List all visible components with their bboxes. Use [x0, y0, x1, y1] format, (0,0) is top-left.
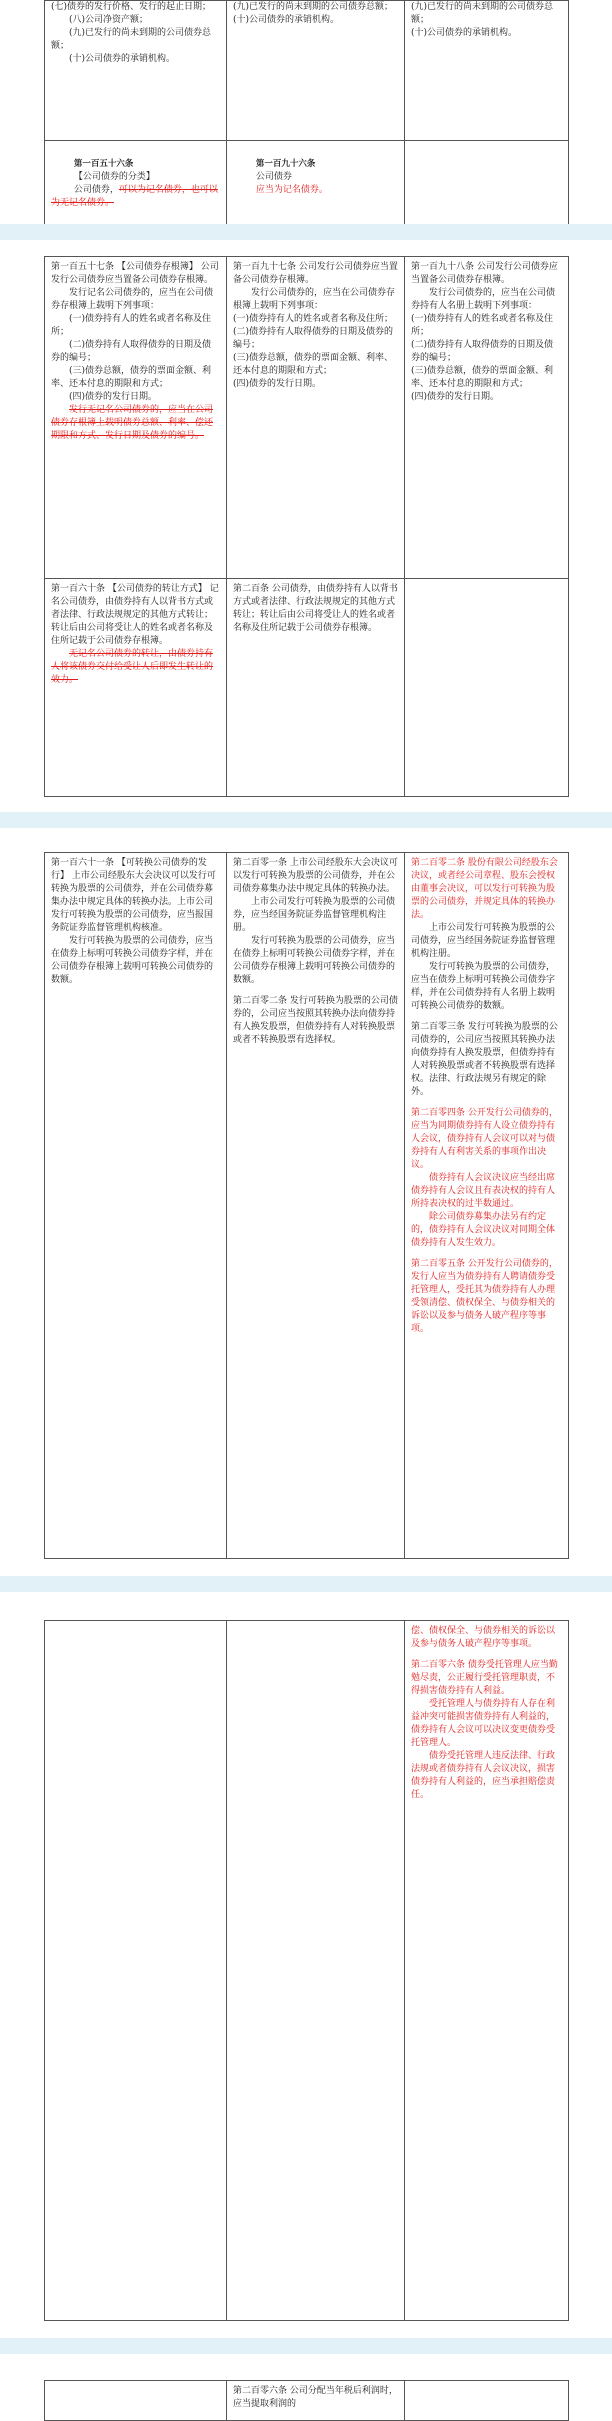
amended-text: 第二百零四条 公开发行公司债券的，应当为同期债券持有人设立债券持有人会议，债券持有人会议可以对与债券持有人有利害关系的事项作出决议。: [411, 1108, 558, 1170]
clause-text: (九)已发行的尚未到期的公司债券总额；: [233, 2, 394, 12]
clause-text: 第二百条 公司债券，由债券持有人以背书方式或者法律、行政法规规定的其他方式转让；转让后由公司将受让人的姓名或者名称及住所记载于公司债券存根簿。: [233, 584, 398, 633]
clause-text: (四)债券的发行日期。: [69, 392, 158, 402]
table-cell-old-law: [45, 1621, 227, 2321]
clause-text: 公司债券，: [73, 185, 119, 195]
clause-text: [51, 145, 220, 223]
article-title: 第一百五十六条: [73, 159, 134, 169]
table-cell-draft: [227, 579, 405, 797]
page-separator: [0, 2338, 612, 2354]
clause-text: (九)已发行的尚未到期的公司债券总额；: [51, 28, 212, 51]
clause-text: 第二百零六条 公司分配当年税后利润时，应当提取利润的: [233, 2386, 398, 2409]
comparison-table-page-4: [44, 1620, 569, 2321]
deleted-text: 无记名公司债券的转让，由债券持有人将该债券交付给受让人后即发生转让的效力。: [51, 649, 214, 685]
article-tag: 【公司债券的分类】: [73, 172, 155, 182]
table-cell-draft: [227, 1, 405, 141]
table-cell-new-law: [405, 1, 569, 141]
comparison-table-page-3: [44, 852, 569, 1559]
clause-text: 第二百零三条 发行可转换为股票的公司债券的，公司应当按照其转换办法向债券持有人换发股票，但债券持有人对转换股票或者不转换股票有选择权。法律、行政法规另有规定的除外。: [411, 1022, 558, 1097]
table-row: [45, 1, 569, 141]
table-row: [45, 257, 569, 579]
clause-text: (八)公司净资产额；: [69, 15, 149, 25]
table-cell-new-law: [405, 141, 569, 228]
amended-text: 受托管理人与债券持有人存在利益冲突可能损害债券持有人利益的，债券持有人会议可以决议变更债券受托管理人。: [411, 1699, 556, 1748]
clause-text: 第一百六十条 【公司债券的转让方式】 记名公司债券，由债券持有人以背书方式或者法律、行政法规规定的其他方式转让；转让后由公司将受让人的姓名或者名称及住所记载于公司债券存根簿。: [51, 584, 219, 646]
clause-text: (九)已发行的尚未到期的公司债券总额；: [411, 2, 554, 25]
table-cell-draft: [227, 2381, 405, 2421]
clause-text: 发行可转换为股票的公司债券，应当在债券上标明可转换公司债券字样，并在公司债券存根簿上载明可转换公司债券的数额。: [51, 936, 214, 985]
clause-text: 第一百五十七条 【公司债券存根簿】 公司发行公司债券应当置备公司债券存根簿。: [51, 262, 219, 285]
comparison-table-page-2: [44, 256, 569, 797]
deleted-text: 发行无记名公司债券的，应当在公司债券存根簿上载明债券总额、利率、偿还期限和方式、发行日期及债券的编号。: [51, 405, 214, 441]
table-row: [45, 141, 569, 228]
comparison-table-page-1: [44, 0, 569, 228]
table-cell-old-law: [45, 579, 227, 797]
clause-text: (一)债券持有人的姓名或者名称及住所；: [51, 314, 212, 337]
clause-text: 发行记名公司债券的，应当在公司债券存根簿上载明下列事项：: [51, 288, 214, 311]
clause-text: (一)债券持有人的姓名或者名称及住所；: [411, 314, 554, 337]
table-cell-old-law: [45, 141, 227, 228]
clause-text: (十)公司债券的承销机构。: [233, 15, 340, 25]
comparison-table-page-5: [44, 2380, 569, 2421]
table-cell-draft: [227, 853, 405, 1559]
page-separator: [0, 812, 612, 828]
clause-text: (十)公司债券的承销机构。: [69, 54, 176, 64]
amended-text: 偿、债权保全、与债券相关的诉讼以及参与债务人破产程序等事项。: [411, 1626, 556, 1649]
amended-text: 第二百零二条 股份有限公司经股东会决议，或者经公司章程、股东会授权由董事会决议，可以发行可转换为股票的公司债券，并规定具体的转换办法。: [411, 858, 558, 920]
table-cell-new-law: [405, 579, 569, 797]
amended-text: 除公司债券募集办法另有约定的，债券持有人会议决议对同期全体债券持有人发生效力。: [411, 1212, 556, 1248]
clause-text: [51, 648, 220, 687]
clause-text: [233, 145, 398, 210]
table-cell-old-law: [45, 257, 227, 579]
amended-text: 债券受托管理人违反法律、行政法规或者债券持有人会议决议，损害债券持有人利益的，应当承担赔偿责任。: [411, 1751, 556, 1800]
clause-text: (三)债券总额，债券的票面金额、利率、还本付息的期限和方式；: [411, 366, 554, 389]
table-cell-draft: [227, 141, 405, 228]
table-row: [45, 579, 569, 797]
clause-text: (二)债券持有人取得债券的日期及债券的编号；: [51, 340, 212, 363]
table-cell-draft: [227, 1621, 405, 2321]
amended-text: 应当为记名债券。: [255, 185, 328, 195]
table-cell-old-law: [45, 1, 227, 141]
amended-text: 第二百零六条 债券受托管理人应当勤勉尽责，公正履行受托管理职责，不得损害债券持有人利益。: [411, 1660, 558, 1696]
clause-text: 公司债券: [255, 172, 292, 182]
clause-text: 发行公司债券的，应当在公司债券持有人名册上载明下列事项：: [411, 288, 556, 311]
table-cell-draft: [227, 257, 405, 579]
deleted-text: 可以为记名债券，也可以为无记名债券。: [51, 185, 218, 208]
table-cell-new-law: [405, 257, 569, 579]
page-separator: [0, 1576, 612, 1592]
clause-text: (二)债券持有人取得债券的日期及债券的编号；: [233, 327, 394, 350]
clause-text: (四)债券的发行日期。: [411, 392, 500, 402]
amended-text: 债券持有人会议决议应当经出席债券持有人会议且有表决权的持有人所持表决权的过半数通过。: [411, 1173, 556, 1209]
table-row: [45, 853, 569, 1559]
clause-text: (七)债券的发行价格、发行的起止日期；: [51, 2, 212, 12]
article-title: 第一百九十六条: [255, 159, 316, 169]
clause-text: 上市公司发行可转换为股票的公司债券，应当经国务院证券监督管理机构注册。: [233, 897, 396, 933]
clause-text: 上市公司发行可转换为股票的公司债券，应当经国务院证券监督管理机构注册。: [411, 923, 556, 959]
table-cell-new-law: [405, 2381, 569, 2421]
page-separator: [0, 224, 612, 240]
table-row: [45, 1621, 569, 2321]
clause-text: (十)公司债券的承销机构。: [411, 28, 518, 38]
table-cell-new-law: [405, 853, 569, 1559]
clause-text: (四)债券的发行日期。: [233, 379, 322, 389]
clause-text: [51, 404, 220, 443]
clause-text: 发行公司债券的，应当在公司债券存根簿上载明下列事项：: [233, 288, 396, 311]
clause-text: (一)债券持有人的姓名或者名称及住所；: [233, 314, 394, 324]
table-cell-old-law: [45, 2381, 227, 2421]
clause-text: 第一百九十八条 公司发行公司债券应当置备公司债券存根簿。: [411, 262, 558, 285]
table-cell-new-law: [405, 1621, 569, 2321]
clause-text: (三)债券总额，债券的票面金额、利率、还本付息的期限和方式；: [51, 366, 212, 389]
clause-text: (三)债券总额，债券的票面金额、利率、还本付息的期限和方式；: [233, 353, 394, 376]
clause-text: 发行可转换为股票的公司债券，应当在债券上标明可转换公司债券字样，并在公司债券存根簿上载明可转换公司债券的数额。: [233, 936, 396, 985]
table-cell-old-law: [45, 853, 227, 1559]
amended-text: 第二百零五条 公开发行公司债券的，发行人应当为债券持有人聘请债券受托管理人，受托其为债券持有人办理受领清偿、债权保全、与债券相关的诉讼以及参与债务人破产程序等事项。: [411, 1259, 558, 1334]
clause-text: (二)债券持有人取得债券的日期及债券的编号；: [411, 340, 554, 363]
clause-text: 第二百零二条 发行可转换为股票的公司债券的，公司应当按照其转换办法向债券持有人换发股票，但债券持有人对转换股票或者不转换股票有选择权。: [233, 996, 398, 1045]
table-row: [45, 2381, 569, 2421]
clause-text: 第二百零一条 上市公司经股东大会决议可以发行可转换为股票的公司债券，并在公司债券募集办法中规定具体的转换办法。: [233, 858, 398, 894]
clause-text: 发行可转换为股票的公司债券，应当在债券上标明可转换公司债券字样，并在公司债券持有人名册上载明可转换公司债券的数额。: [411, 962, 556, 1011]
clause-text: 第一百九十七条 公司发行公司债券应当置备公司债券存根簿。: [233, 262, 398, 285]
clause-text: 第一百六十一条 【可转换公司债券的发行】 上市公司经股东大会决议可以发行可转换为股票的公司债券，并在公司债券募集办法中规定具体的转换办法。上市公司发行可转换为股票的公司债券，应当报国务院证券监督管理机构核准。: [51, 858, 216, 933]
